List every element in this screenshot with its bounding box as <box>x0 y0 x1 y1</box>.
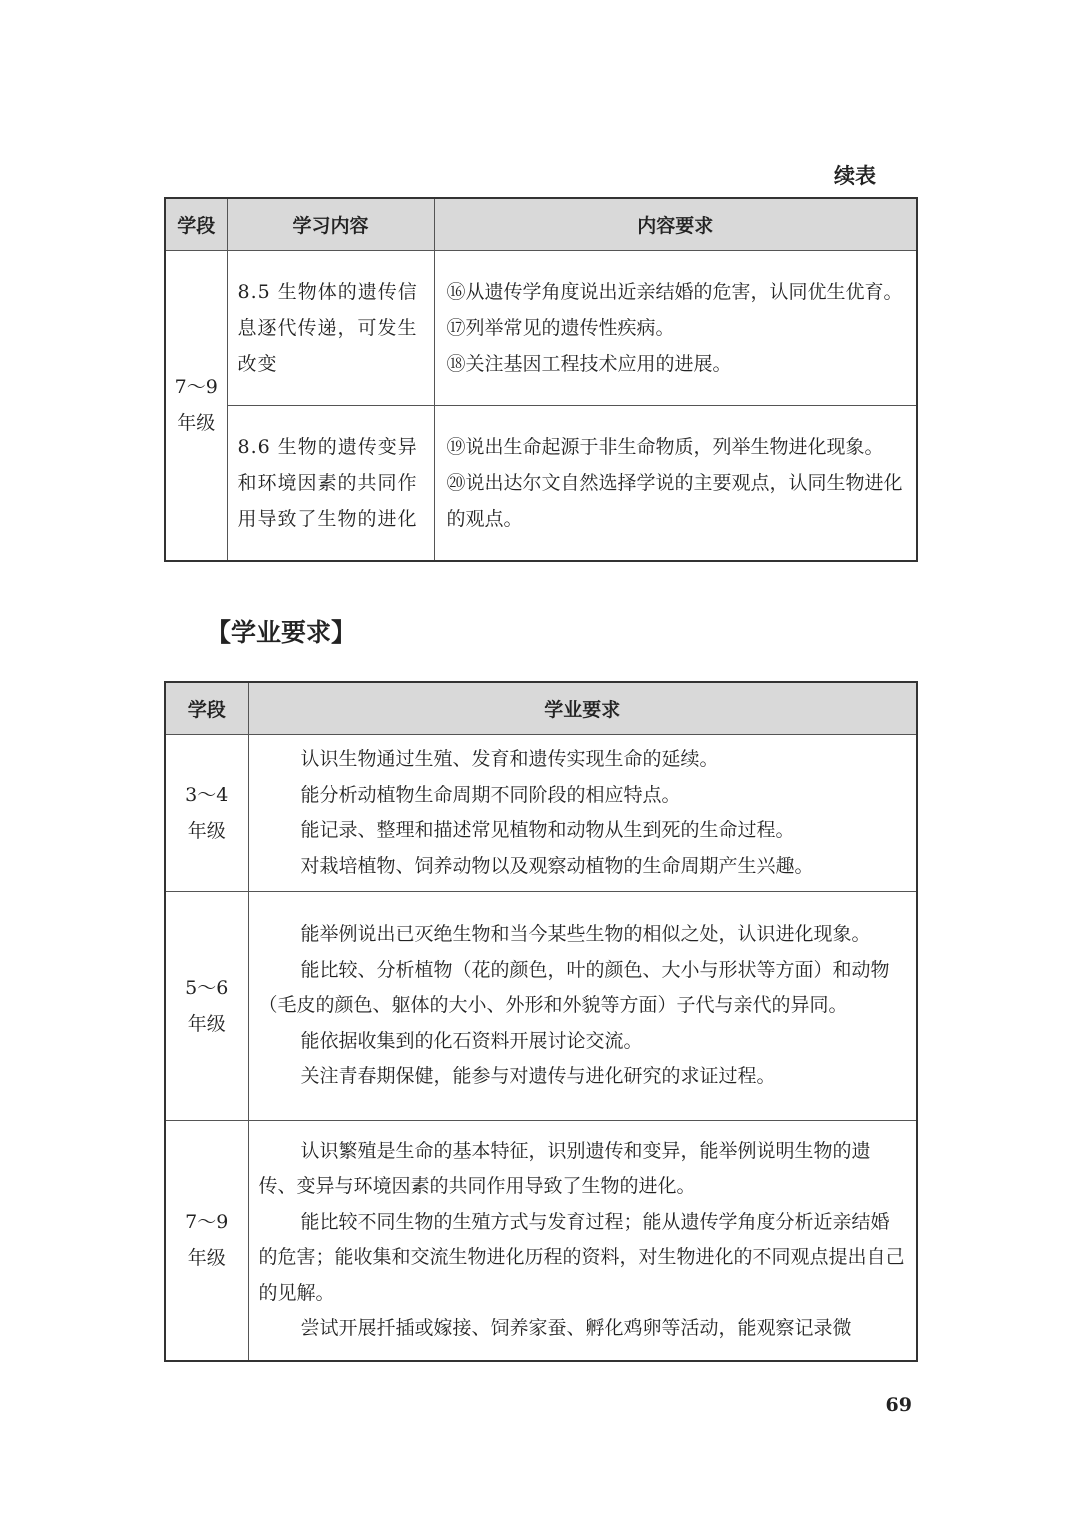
requirement-item: 能比较、分析植物（花的颜色，叶的颜色、大小与形状等方面）和动物（毛皮的颜色、躯体的大小、外形和外貌等方面）子代与亲代的异同。 <box>258 958 890 1017</box>
stage-cell <box>165 251 227 561</box>
requirements-cell <box>434 251 917 406</box>
stage-label: 3～4 年级 <box>185 784 229 842</box>
requirement-item: 认识繁殖是生命的基本特征，识别遗传和变异，能举例说明生物的遗传、变异与环境因素的共同作用导致了生物的进化。 <box>258 1139 871 1198</box>
stage-label: 5～6 年级 <box>185 977 229 1035</box>
stage-label: 7～9 年级 <box>185 1211 229 1270</box>
stage-label: 7～9 年级 <box>174 376 218 435</box>
requirement-item: 能比较不同生物的生殖方式与发育过程；能从遗传学角度分析近亲结婚的危害；能收集和交流生物进化历程的资料，对生物进化的不同观点提出自己的见解。 <box>258 1210 905 1304</box>
requirements-cell <box>248 1121 917 1361</box>
header-learning-content: 学习内容 <box>227 198 434 251</box>
requirement-item: 认识生物通过生殖、发育和遗传实现生命的延续。 <box>300 748 719 770</box>
stage-cell <box>165 892 248 1121</box>
requirement-item: 关注青春期保健，能参与对遗传与进化研究的求证过程。 <box>300 1065 776 1088</box>
academic-requirements-table <box>164 681 918 1362</box>
table-row <box>165 735 917 892</box>
requirement-item: ⑯从遗传学角度说出近亲结婚的危害，认同优生优育。 <box>446 281 903 303</box>
page-number: 69 <box>885 1394 912 1416</box>
table-row <box>165 1121 917 1361</box>
requirement-item: 能记录、整理和描述常见植物和动物从生到死的生命过程。 <box>300 819 795 841</box>
stage-cell <box>165 735 248 892</box>
header-academic-requirements: 学业要求 <box>248 682 917 735</box>
table-row <box>165 892 917 1121</box>
topic-cell <box>227 251 434 406</box>
requirements-cell <box>248 735 917 892</box>
table-header-row <box>165 682 917 735</box>
content-requirements-table <box>164 197 918 562</box>
requirement-item: 对栽培植物、饲养动物以及观察动植物的生命周期产生兴趣。 <box>300 854 814 877</box>
section-title: 【学业要求】 <box>206 618 357 647</box>
topic-text: 8.6 生物的遗传变异和环境因素的共同作用导致了生物的进化 <box>237 435 418 530</box>
requirement-item: 尝试开展扦插或嫁接、饲养家蚕、孵化鸡卵等活动，能观察记录微 <box>300 1317 852 1340</box>
continued-table-label: 续表 <box>834 164 876 188</box>
requirement-item: ⑰列举常见的遗传性疾病。 <box>446 317 675 339</box>
requirement-item: ⑳说出达尔文自然选择学说的主要观点，认同生物进化的观点。 <box>446 471 903 530</box>
requirement-item: 能分析动植物生命周期不同阶段的相应特点。 <box>300 783 681 806</box>
topic-text: 8.5 生物体的遗传信息逐代传递，可发生改变 <box>237 281 418 375</box>
table-row <box>165 251 917 406</box>
header-stage: 学段 <box>165 682 248 735</box>
requirement-item: ⑱关注基因工程技术应用的进展。 <box>446 353 732 375</box>
requirements-cell <box>434 406 917 561</box>
topic-cell <box>227 406 434 561</box>
table-header-row <box>165 198 917 251</box>
stage-cell <box>165 1121 248 1361</box>
requirements-cell <box>248 892 917 1121</box>
table-row <box>165 406 917 561</box>
requirement-item: 能举例说出已灭绝生物和当今某些生物的相似之处，认识进化现象。 <box>300 923 871 946</box>
requirement-item: 能依据收集到的化石资料开展讨论交流。 <box>300 1029 643 1052</box>
header-content-requirements: 内容要求 <box>434 198 917 251</box>
header-stage: 学段 <box>165 198 227 251</box>
requirement-item: ⑲说出生命起源于非生命物质，列举生物进化现象。 <box>446 435 884 458</box>
